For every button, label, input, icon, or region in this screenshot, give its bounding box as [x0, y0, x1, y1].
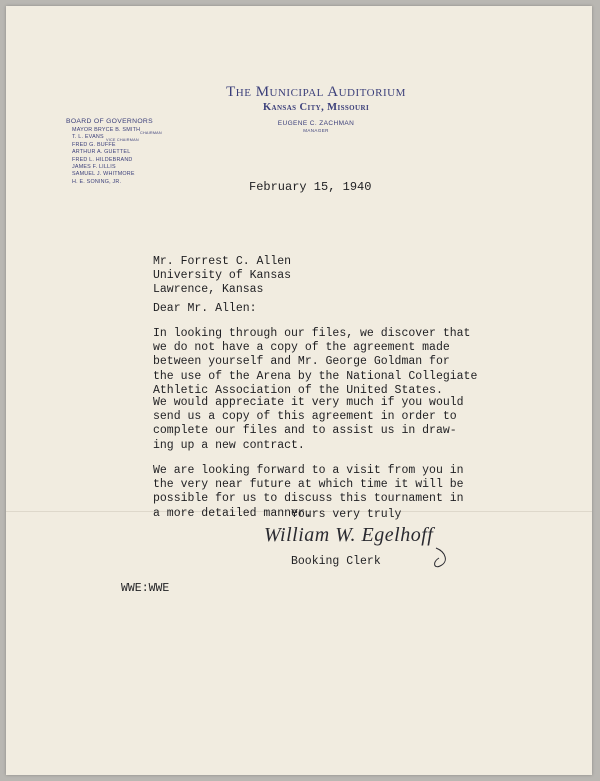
board-member-name: T. L. EVANS	[72, 134, 104, 141]
board-member-name: SAMUEL J. WHITMORE	[72, 171, 135, 178]
body-line: complete our files and to assist us in draw-	[153, 424, 457, 438]
body-line: In looking through our files, we discover that	[153, 327, 471, 340]
board-member	[66, 127, 176, 134]
board-member-role: VICE CHAIRMAN	[106, 138, 139, 143]
board-member-name: MAYOR BRYCE B. SMITH	[72, 127, 141, 133]
board-member	[66, 171, 176, 178]
board-member-name: FRED G. BUFFE	[72, 141, 116, 148]
board-member-name: H. E. SONING, JR.	[72, 178, 122, 185]
body-line: a more detailed manner.	[153, 506, 312, 520]
reference-initials: WWE:WWE	[121, 582, 170, 595]
body-line: we do not have a copy of the agreement made	[153, 341, 450, 355]
board-member	[66, 134, 176, 141]
board-of-governors	[66, 118, 176, 186]
letter-page	[6, 6, 592, 775]
manager-title: MANAGER	[303, 128, 329, 133]
body-line: possible for us to discuss this tournament in	[153, 492, 464, 506]
recipient-line: Mr. Forrest C. Allen	[153, 255, 292, 268]
board-member-list	[66, 127, 176, 186]
board-member	[66, 179, 176, 186]
board-heading: BOARD OF GOVERNORS	[66, 118, 153, 125]
closing: Yours very truly	[291, 508, 402, 521]
body-line: We would appreciate it very much if you would	[153, 396, 464, 409]
body-line: We are looking forward to a visit from you in	[153, 464, 464, 477]
board-member-name: JAMES F. LILLIS	[72, 164, 116, 171]
board-member-name: FRED L. HILDEBRAND	[72, 156, 133, 163]
salutation: Dear Mr. Allen:	[153, 302, 257, 315]
paragraph-1	[153, 327, 477, 398]
recipient-line: University of Kansas	[153, 269, 292, 282]
body-line: ing up a new contract.	[153, 438, 305, 452]
body-line: between yourself and Mr. George Goldman for	[153, 355, 450, 369]
signer-title: Booking Clerk	[291, 555, 381, 568]
body-line: send us a copy of this agreement in order to	[153, 410, 457, 424]
board-member	[66, 164, 176, 171]
body-line: Athletic Association of the United States.	[153, 383, 443, 397]
body-line: the very near future at which time it will be	[153, 478, 464, 492]
board-member	[66, 157, 176, 164]
board-member-name: ARTHUR A. GUETTEL	[72, 149, 131, 156]
recipient-address	[153, 255, 291, 297]
board-member-role: CHAIRMAN	[140, 131, 162, 135]
board-member	[66, 142, 176, 149]
board-member	[66, 149, 176, 156]
signature-text: William W. Egelhoff	[264, 524, 434, 546]
manager-name: EUGENE C. ZACHMAN	[277, 120, 355, 127]
paragraph-2	[153, 396, 464, 453]
letterhead-title: The Municipal Auditorium	[226, 84, 406, 100]
letterhead-city: Kansas City, Missouri	[262, 102, 370, 113]
body-line: the use of the Arena by the National Collegiate	[153, 369, 478, 383]
letter-date: February 15, 1940	[249, 180, 372, 194]
recipient-line: Lawrence, Kansas	[153, 283, 264, 296]
